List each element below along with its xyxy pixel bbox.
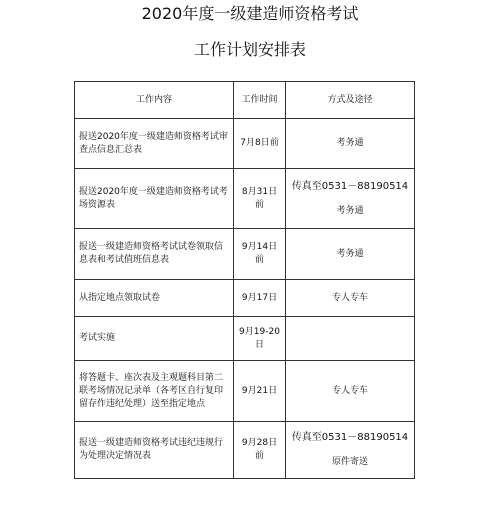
header-time: 工作时间: [234, 82, 286, 119]
table-row: [75, 169, 415, 229]
time-cell: 9月14日前: [234, 229, 286, 280]
task-cell: 考试实施: [75, 317, 234, 361]
time-cell: 9月17日: [234, 280, 286, 317]
method-line: 考务通: [336, 205, 364, 216]
method-cell: [286, 317, 415, 361]
method-line: 专人专车: [331, 292, 368, 303]
method-line: 专人专车: [331, 385, 368, 396]
document-subtitle: 工作计划安排表: [193, 40, 306, 59]
method-line: 传真至0531－88190514: [291, 180, 409, 192]
header-method: 方式及途径: [286, 82, 415, 119]
schedule-table: [74, 81, 415, 479]
table-row: [75, 280, 415, 317]
time-cell: 8月31日前: [234, 169, 286, 229]
header-content: 工作内容: [75, 82, 234, 119]
time-cell: 9月19-20日: [234, 317, 286, 361]
table-row: [75, 119, 415, 169]
method-cell: [286, 229, 415, 280]
table-header-row: [75, 82, 415, 119]
table-row: [75, 317, 415, 361]
task-cell: 报送一级建造师资格考试违纪违规行为处理决定情况表: [75, 422, 234, 479]
task-cell: 报送2020年度一级建造师资格考试考场资源表: [75, 169, 234, 229]
method-line: 传真至0531－88190514: [291, 432, 409, 443]
method-line: 考务通: [336, 138, 364, 148]
method-cell: [286, 422, 415, 479]
method-line: 考务通: [336, 248, 364, 259]
method-cell: [286, 169, 415, 229]
task-cell: 从指定地点领取试卷: [75, 280, 234, 317]
time-cell: 7月8日前: [234, 119, 286, 169]
time-cell: 9月21日: [234, 361, 286, 422]
method-cell: [286, 280, 415, 317]
time-cell: 9月28日前: [234, 422, 286, 479]
document-title: 2020年度一级建造师资格考试: [141, 4, 359, 23]
task-cell: 报送一级建造师资格考试试卷领取信息表和考试值班信息表: [75, 229, 234, 280]
method-cell: [286, 361, 415, 422]
task-cell: 报送2020年度一级建造师资格考试审查点信息汇总表: [75, 119, 234, 169]
method-cell: [286, 119, 415, 169]
method-line: 原件寄送: [331, 457, 368, 467]
table-row: [75, 361, 415, 422]
table-row: [75, 422, 415, 479]
table-row: [75, 229, 415, 280]
task-cell: 将答题卡、座次表及主观题科目第二联考场情况记录单（各考区自行复印留存作违纪处理）送至指定地点: [75, 361, 234, 422]
